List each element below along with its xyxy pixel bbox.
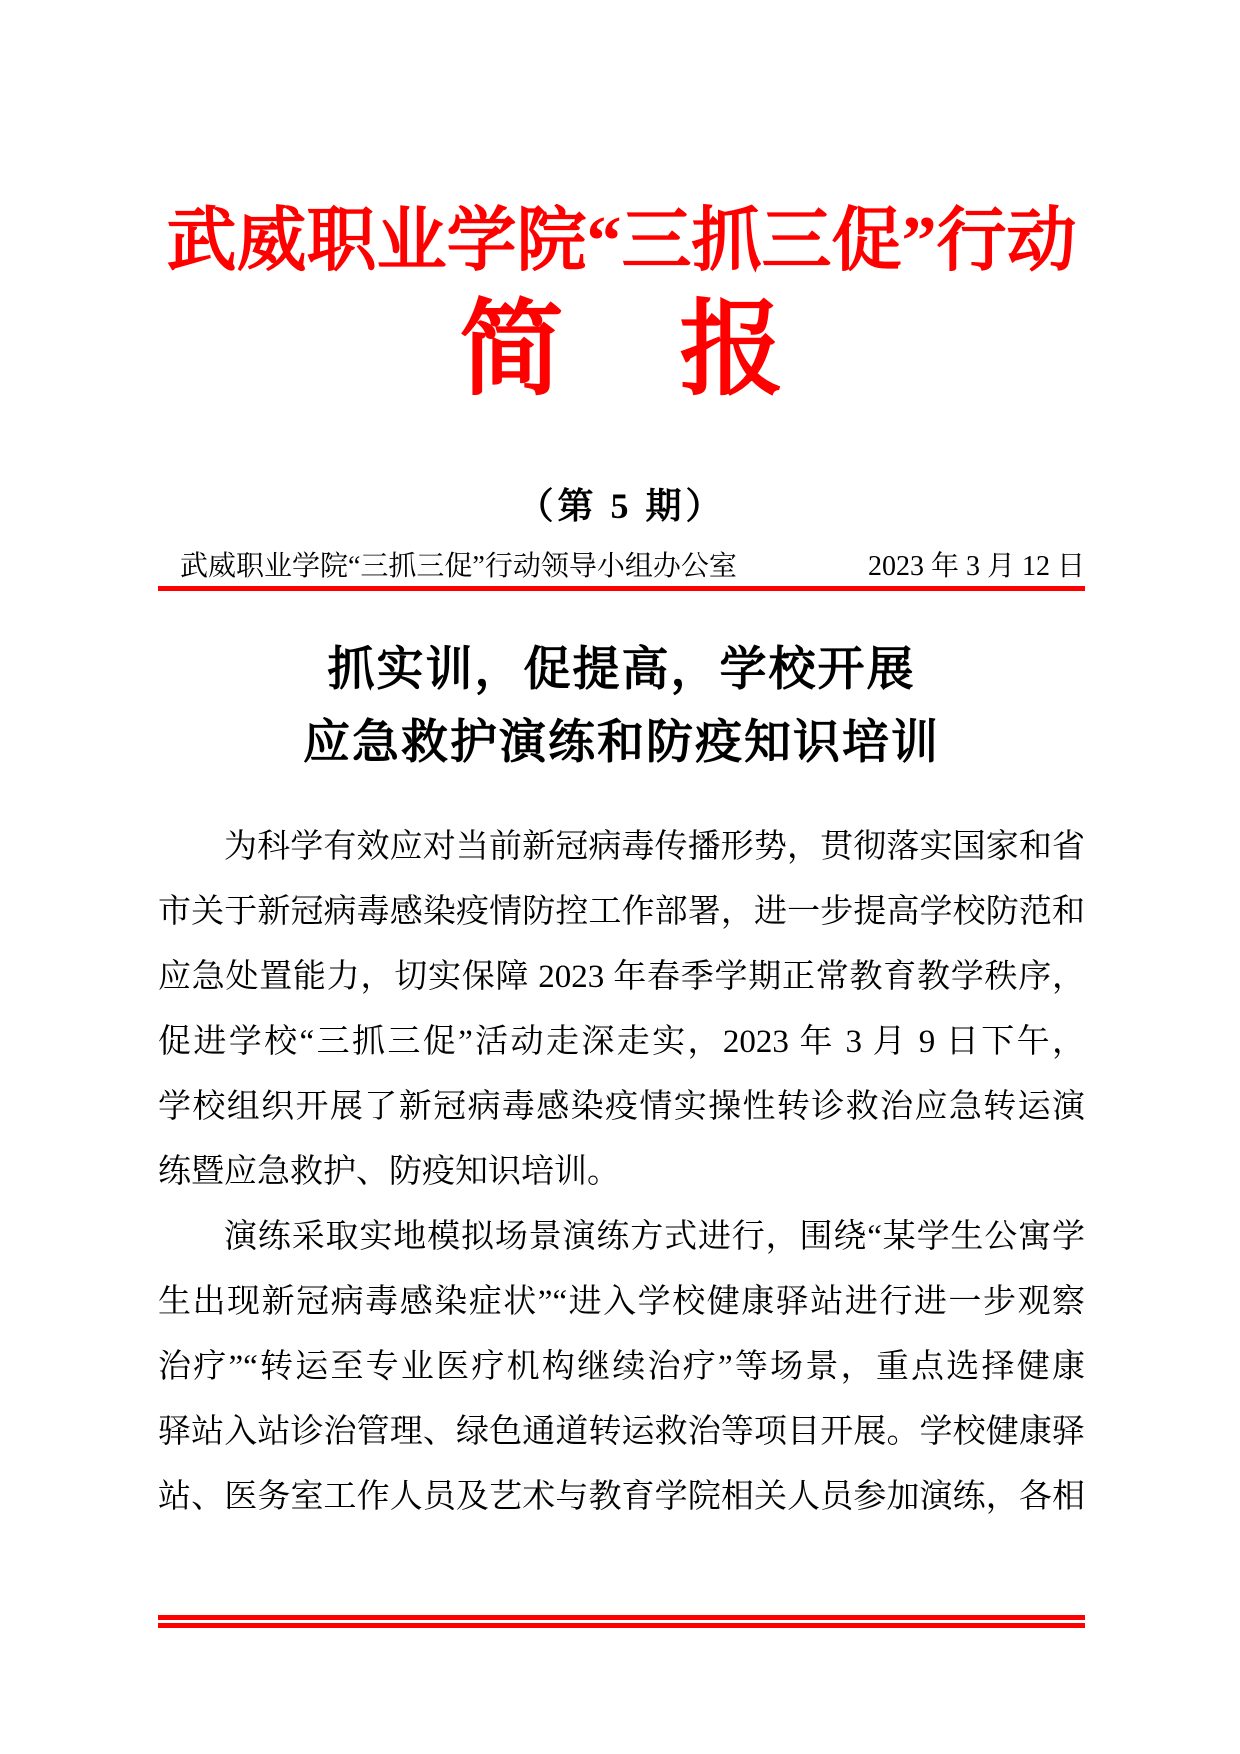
footer-divider [158,1615,1085,1631]
article-body [158,815,1085,1530]
body-line: 生出现新冠病毒感染症状”“进入学校健康驿站进行进一步观察 [158,1283,1085,1320]
issue-date: 2023 年 3 月 12 日 [867,550,1085,582]
issuing-office: 武威职业学院“三抓三促”行动领导小组办公室 [180,550,737,582]
body-line: 市关于新冠病毒感染疫情防控工作部署，进一步提高学校防范和 [158,893,1085,930]
body-line: 练暨应急救护、防疫知识培训。 [158,1153,620,1190]
body-line: 演练采取实地模拟场景演练方式进行，围绕“某学生公寓学 [224,1218,1085,1255]
footer-divider-top [158,1615,1085,1620]
body-line: 促进学校“三抓三促”活动走深走实，2023 年 3 月 9 日下午， [158,1023,1085,1060]
body-line: 学校组织开展了新冠病毒感染疫情实操性转诊救治应急转运演 [158,1088,1085,1125]
body-paragraph [158,815,1085,1205]
issue-number: （第 5 期） [517,485,726,526]
masthead-divider [158,586,1085,591]
article-title-line1: 抓实训，促提高，学校开展 [327,643,916,696]
bulletin-title: 武威职业学院“三抓三促”行动 [166,203,1077,280]
body-line: 站、医务室工作人员及艺术与教育学院相关人员参加演练，各相 [158,1478,1085,1515]
body-line: 应急处置能力，切实保障 2023 年春季学期正常教育教学秩序， [158,958,1085,995]
masthead-row [158,550,1085,584]
body-paragraph [158,1205,1085,1530]
footer-divider-bottom [158,1623,1085,1628]
body-line: 驿站入站诊治管理、绿色通道转运救治等项目开展。学校健康驿 [158,1413,1085,1450]
article-title-line2: 应急救护演练和防疫知识培训 [303,716,940,769]
body-line: 治疗”“转运至专业医疗机构继续治疗”等场景，重点选择健康 [158,1348,1085,1385]
bulletin-subtitle: 简 报 [459,292,784,408]
body-line: 为科学有效应对当前新冠病毒传播形势，贯彻落实国家和省 [224,828,1085,865]
